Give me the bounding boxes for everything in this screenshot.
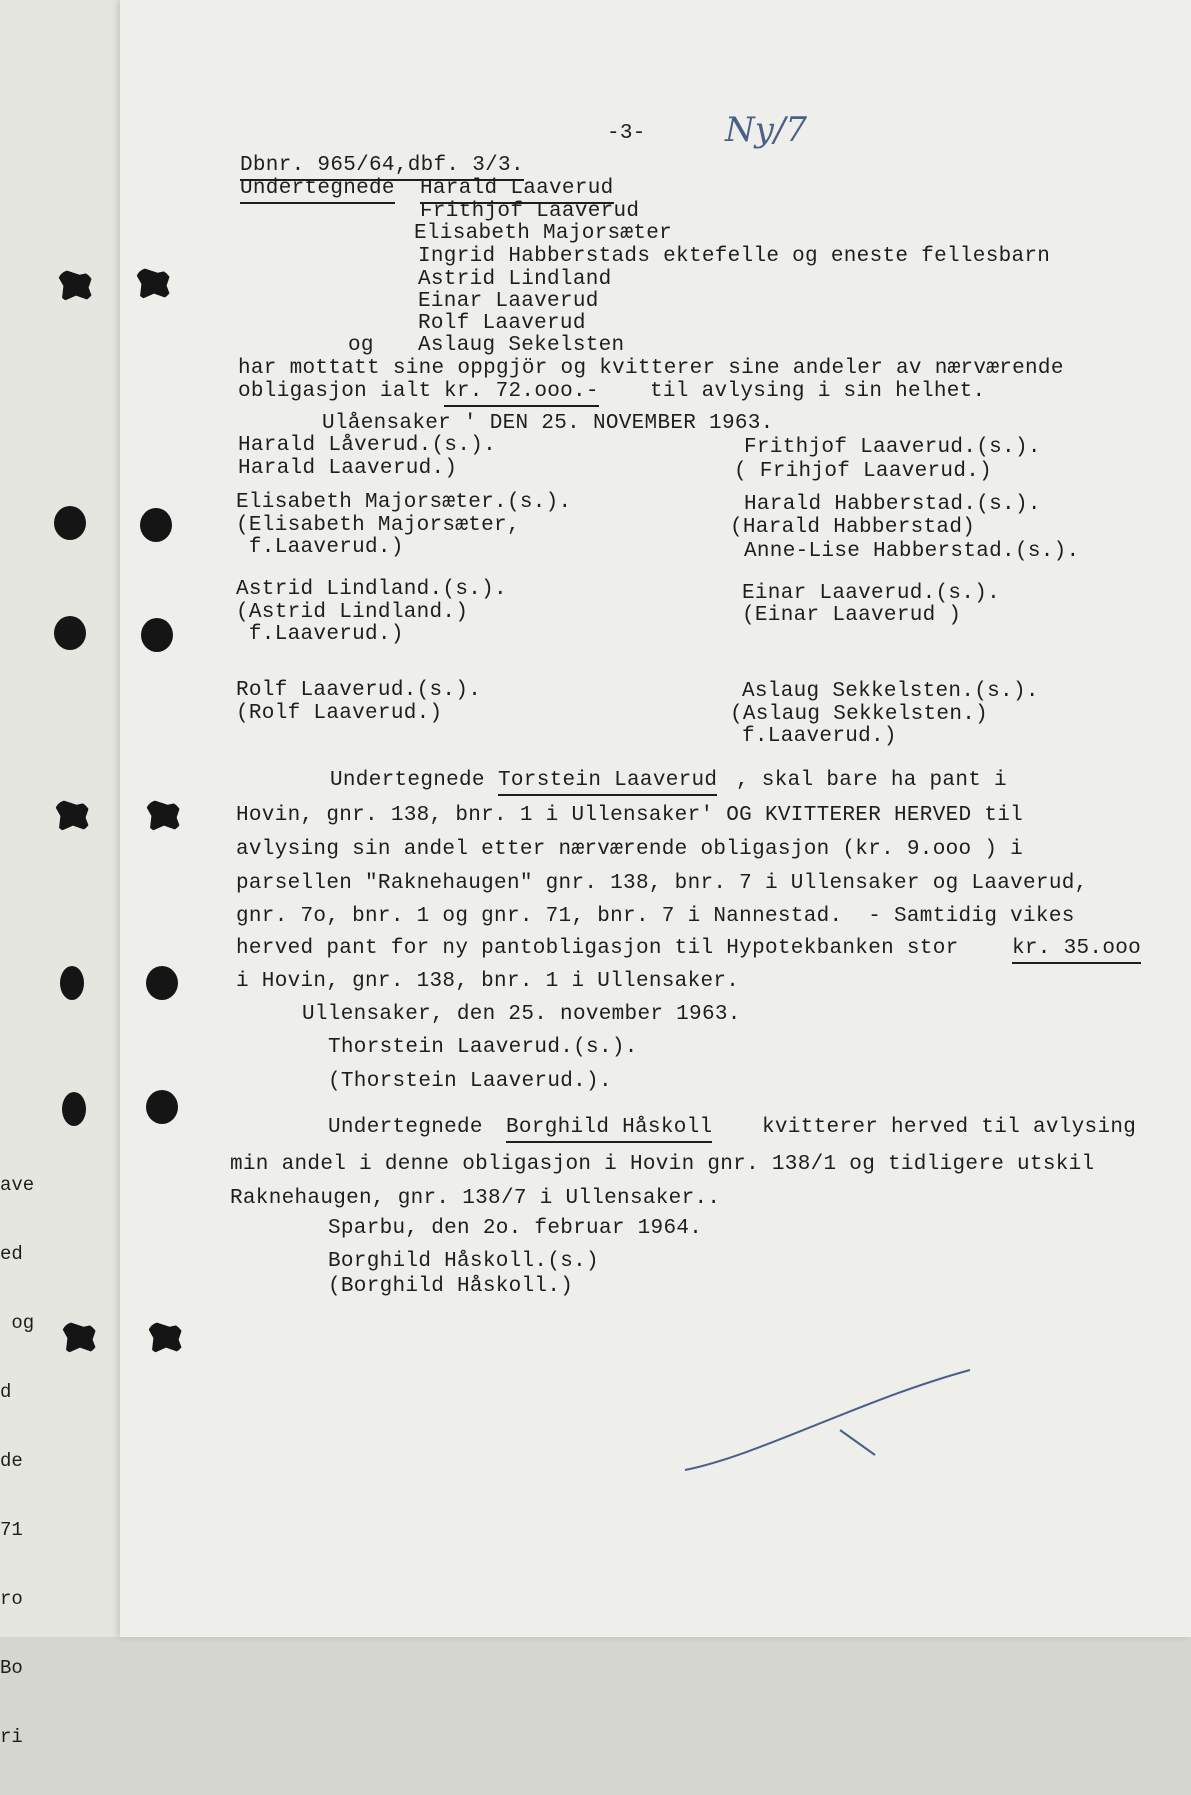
signature-left: Rolf Laaverud.(s.). xyxy=(236,679,482,702)
signature-right: (Harald Habberstad) xyxy=(730,516,976,539)
borghild-name: Borghild Håskoll xyxy=(506,1116,712,1143)
punch-hole xyxy=(141,618,173,652)
receipt-line-1: har mottatt sine oppgjör og kvitterer sine andeler av nærværende xyxy=(238,357,1064,380)
signature-right: Einar Laaverud.(s.). xyxy=(742,582,1001,605)
borghild-line3: Raknehaugen, gnr. 138/7 i Ullensaker.. xyxy=(230,1187,721,1210)
handwritten-note: Ny/7 xyxy=(725,110,808,150)
signature-left: (Elisabeth Majorsæter, xyxy=(236,514,520,537)
signatory-name: Elisabeth Majorsæter xyxy=(414,222,673,245)
torstein-line6-prefix: herved pant for ny pantobligasjon til Hypotekbanken stor xyxy=(236,937,959,960)
punch-hole xyxy=(146,966,178,1000)
torstein-line1-suffix: , skal bare ha pant i xyxy=(736,769,1007,792)
signature-right: ( Frihjof Laaverud.) xyxy=(734,460,993,483)
signatories-intro: Undertegnede xyxy=(240,177,395,204)
borghild-place-date: Sparbu, den 2o. februar 1964. xyxy=(328,1217,703,1240)
punch-hole xyxy=(146,1090,178,1124)
document-reference: Dbnr. 965/64,dbf. 3/3. xyxy=(240,154,524,181)
borghild-line1-suffix: kvitterer herved til avlysing xyxy=(762,1116,1137,1139)
signature-right: (Aslaug Sekkelsten.) xyxy=(730,703,989,726)
torstein-line: parsellen "Raknehaugen" gnr. 138, bnr. 7 i Ullensaker og Laaverud, xyxy=(236,872,1088,895)
torstein-line: avlysing sin andel etter nærværende obligasjon (kr. 9.ooo ) i xyxy=(236,838,1024,861)
torstein-name: Torstein Laaverud xyxy=(498,769,717,796)
signature-left: Harald Låverud.(s.). xyxy=(238,434,497,457)
receipt-line-2-prefix: obligasjon ialt xyxy=(238,380,432,403)
signature-right: Harald Habberstad.(s.). xyxy=(744,493,1041,516)
signature-left: f.Laaverud.) xyxy=(236,623,404,646)
signature-left: (Rolf Laaverud.) xyxy=(236,702,443,725)
previous-page-fragment: ave ed og d de 71 ro Bo ri xyxy=(0,1174,35,1748)
receipt-amount: kr. 72.ooo.- xyxy=(444,380,599,407)
signature-left: Elisabeth Majorsæter.(s.). xyxy=(236,491,572,514)
handwritten-mark xyxy=(680,1360,980,1480)
borghild-signature: Borghild Håskoll.(s.) xyxy=(328,1250,599,1273)
torstein-amount: kr. 35.ooo xyxy=(1012,937,1141,964)
place-date-1: Ulåensaker ' DEN 25. NOVEMBER 1963. xyxy=(322,412,774,435)
signatory-name: Aslaug Sekelsten xyxy=(418,334,625,357)
punch-hole xyxy=(60,966,84,1000)
torstein-line: gnr. 7o, bnr. 1 og gnr. 71, bnr. 7 i Nannestad. - Samtidig vikes xyxy=(236,905,1075,928)
torstein-line: Hovin, gnr. 138, bnr. 1 i Ullensaker' OG KVITTERER HERVED til xyxy=(236,804,1024,827)
punch-hole xyxy=(140,508,172,542)
signature-left: Astrid Lindland.(s.). xyxy=(236,578,507,601)
signatories-og: og xyxy=(348,334,374,357)
punch-hole xyxy=(54,506,86,540)
signature-right: f.Laaverud.) xyxy=(742,725,897,748)
borghild-line2: min andel i denne obligasjon i Hovin gnr. 138/1 og tidligere utskil xyxy=(230,1153,1095,1176)
torstein-signature-clarified: (Thorstein Laaverud.). xyxy=(328,1070,612,1093)
torstein-signature: Thorstein Laaverud.(s.). xyxy=(328,1036,638,1059)
signature-left: Harald Laaverud.) xyxy=(238,457,458,480)
torstein-prefix: Undertegnede xyxy=(330,769,485,792)
borghild-signature-clarified: (Borghild Håskoll.) xyxy=(328,1275,574,1298)
signature-right: Anne-Lise Habberstad.(s.). xyxy=(744,540,1080,563)
signatory-name: Astrid Lindland xyxy=(418,268,612,291)
signature-left: f.Laaverud.) xyxy=(236,536,404,559)
page-number: -3- xyxy=(607,122,646,145)
punch-hole xyxy=(62,1092,86,1126)
signatory-name: Harald Laaverud xyxy=(420,177,614,204)
torstein-place-date: Ullensaker, den 25. november 1963. xyxy=(302,1003,741,1026)
signature-right: Aslaug Sekkelsten.(s.). xyxy=(742,680,1039,703)
punch-hole xyxy=(54,616,86,650)
signatory-name: Rolf Laaverud xyxy=(418,312,586,335)
signature-right: Frithjof Laaverud.(s.). xyxy=(744,436,1041,459)
signature-left: (Astrid Lindland.) xyxy=(236,601,469,624)
signatory-name: Einar Laaverud xyxy=(418,290,599,313)
signature-right: (Einar Laaverud ) xyxy=(742,604,962,627)
borghild-prefix: Undertegnede xyxy=(328,1116,483,1139)
signatory-name: Frithjof Laaverud xyxy=(420,200,640,223)
signatory-name: Ingrid Habberstads ektefelle og eneste fellesbarn xyxy=(418,245,1051,268)
torstein-line7: i Hovin, gnr. 138, bnr. 1 i Ullensaker. xyxy=(236,970,740,993)
receipt-line-2-suffix: til avlysing i sin helhet. xyxy=(650,380,986,403)
